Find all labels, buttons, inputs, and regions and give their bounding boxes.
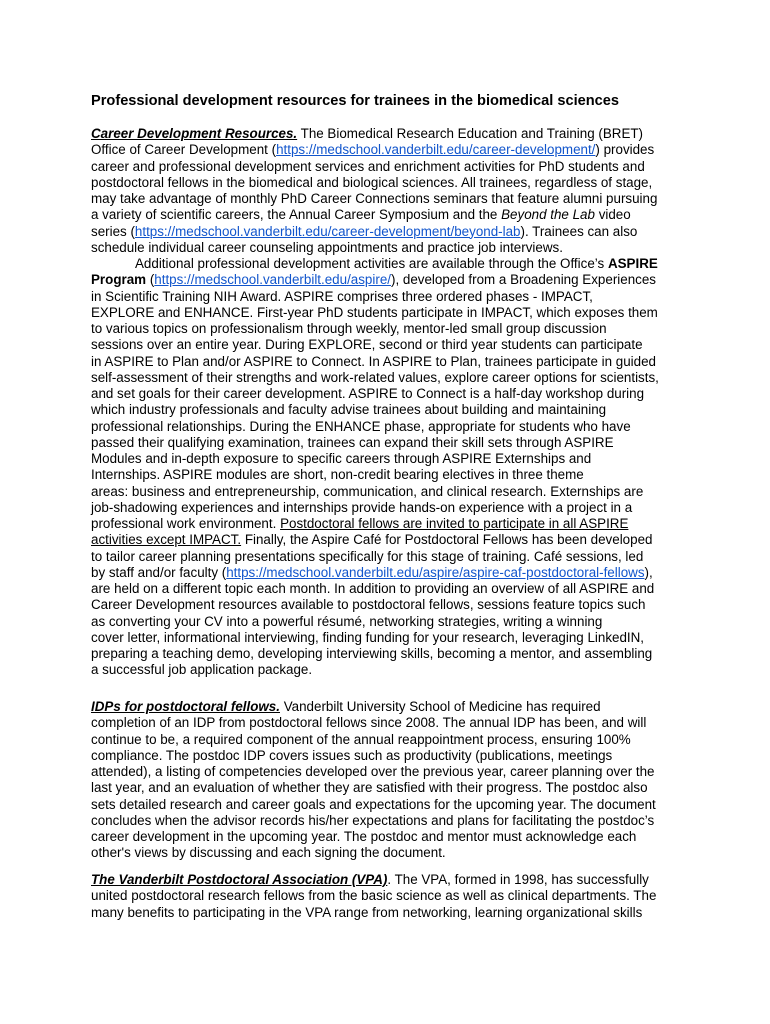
paragraph-line: Internships. ASPIRE modules are short, non-credit bearing electives in three theme	[91, 467, 584, 483]
vpa-section	[91, 872, 685, 921]
paragraph-line: EXPLORE and ENHANCE. First-year PhD students participate in IMPACT, which exposes them	[91, 304, 658, 320]
paragraph-line: cover letter, informational interviewing, finding funding for your research, leveraging LinkedIN,	[91, 629, 645, 645]
paragraph-line: sets detailed research and career goals and expectations for the upcoming year. The document	[91, 796, 656, 812]
underlined-note: Postdoctoral fellows are invited to participate in all ASPIRE	[280, 516, 629, 531]
paragraph-line: Office of Career Development (https://medschool.vanderbilt.edu/career-development/) provides	[91, 142, 655, 158]
section-heading-vpa: The Vanderbilt Postdoctoral Association (VPA)	[91, 872, 388, 887]
paragraph-line: a successful job application package.	[91, 662, 313, 678]
paragraph-line: postdoctoral fellows in the biomedical and biological sciences. All trainees, regardless of stage,	[91, 174, 653, 190]
paragraph-line: Modules and in-depth exposure to specific careers through ASPIRE Externships and	[91, 451, 592, 466]
paragraph-line: a variety of scientific careers, the Annual Career Symposium and the Beyond the Lab video	[91, 207, 631, 223]
section-heading-career: Career Development Resources.	[91, 126, 298, 141]
paragraph-line: preparing a teaching demo, developing interviewing skills, becoming a mentor, and assembling	[91, 646, 653, 661]
paragraph-line: many benefits to participating in the VPA range from networking, learning organizational skills	[91, 904, 643, 920]
paragraph-line: activities except IMPACT. Finally, the Aspire Café for Postdoctoral Fellows has been developed	[91, 532, 653, 548]
paragraph-line: to tailor career planning presentations specifically for this stage of training. Café sessions, led	[91, 548, 644, 564]
underlined-note: activities except IMPACT.	[91, 532, 242, 548]
paragraph-line: areas: business and entrepreneurship, communication, and clinical research. Externships are	[91, 483, 644, 499]
idp-section	[91, 699, 685, 862]
aspire-cafe-link[interactable]: https://medschool.vanderbilt.edu/aspire/aspire-caf-postdoctoral-fellows	[226, 564, 645, 580]
paragraph-line: last year, and an evaluation of whether they are satisfied with their progress. The postdoc also	[91, 780, 648, 796]
paragraph-line: schedule individual career counseling appointments and practice job interviews.	[91, 239, 563, 255]
paragraph-line: self-assessment of their strengths and work-related values, explore career options for scientists,	[91, 369, 659, 385]
paragraph-line: career and professional development services and enrichment activities for PhD students and	[91, 158, 645, 174]
paragraph-line: compliance. The postdoc IDP covers issues such as productivity (publications, meetings	[91, 747, 613, 763]
paragraph-line: as converting your CV into a powerful résumé, networking strategies, writing a winning	[91, 613, 603, 629]
beyond-the-lab-title: Beyond the Lab	[501, 207, 595, 223]
paragraph-line: career development in the upcoming year. The postdoc and mentor must acknowledge each	[91, 829, 637, 844]
paragraph-line: The Vanderbilt Postdoctoral Association (VPA). The VPA, formed in 1998, has successfully	[91, 872, 649, 887]
section-heading-idp: IDPs for postdoctoral fellows.	[91, 699, 280, 714]
paragraph-line: other's views by discussing and each signing the document.	[91, 845, 446, 861]
paragraph-line: in Scientific Training NIH Award. ASPIRE comprises three ordered phases - IMPACT,	[91, 288, 593, 304]
paragraph-line: to various topics on professionalism through weekly, mentor-led small group discussion	[91, 321, 607, 336]
paragraph-line: Career Development Resources. The Biomedical Research Education and Training (BRET)	[91, 126, 644, 141]
page-title: Professional development resources for trainees in the biomedical sciences	[91, 93, 619, 109]
aspire-label: ASPIRE	[607, 256, 658, 271]
paragraph-line: completion of an IDP from postdoctoral fellows since 2008. The annual IDP has been, and will	[91, 715, 647, 731]
paragraph-line: and set goals for their career development. ASPIRE to Connect is a half-day workshop during	[91, 386, 645, 401]
paragraph-line: professional work environment. Postdoctoral fellows are invited to participate in all ASPIRE	[91, 516, 629, 531]
paragraph-line: professional relationships. During the ENHANCE phase, appropriate for students who have	[91, 418, 631, 434]
program-label: Program	[91, 272, 147, 288]
paragraph-line: united postdoctoral research fellows from the basic science as well as clinical departments. The	[91, 888, 657, 904]
paragraph-line: by staff and/or faculty (https://medschool.vanderbilt.edu/aspire/aspire-caf-postdoctoral-fellows),	[91, 564, 653, 580]
career-development-link[interactable]: https://medschool.vanderbilt.edu/career-development/	[276, 142, 596, 158]
paragraph-line: IDPs for postdoctoral fellows. Vanderbilt University School of Medicine has required	[91, 699, 601, 714]
paragraph-line: Career Development resources available to postdoctoral fellows, sessions feature topics such	[91, 597, 646, 613]
paragraph-line: continue to be, a required component of the annual reappointment process, ensuring 100%	[91, 731, 631, 747]
aspire-link[interactable]: https://medschool.vanderbilt.edu/aspire/	[154, 272, 391, 288]
career-development-section	[91, 126, 685, 679]
paragraph-line: Program (https://medschool.vanderbilt.edu/aspire/), developed from a Broadening Experiences	[91, 272, 656, 288]
paragraph-line: in ASPIRE to Plan and/or ASPIRE to Connect. In ASPIRE to Plan, trainees participate in guided	[91, 353, 656, 369]
paragraph-line: may take advantage of monthly PhD Career Connections seminars that feature alumni pursuing	[91, 191, 658, 206]
paragraph-line: series (https://medschool.vanderbilt.edu/career-development/beyond-lab). Trainees can also	[91, 223, 638, 239]
paragraph-line: sessions over an entire year. During EXPLORE, second or third year students can participate	[91, 337, 643, 353]
paragraph-line: concludes when the advisor records his/her expectations and plans for facilitating the postdoc’s	[91, 812, 655, 828]
paragraph-line: Additional professional development activities are available through the Office’s ASPIRE	[135, 256, 658, 271]
paragraph-line: attended), a listing of competencies developed over the previous year, career planning over the	[91, 764, 655, 779]
paragraph-line: job-shadowing experiences and internships provide hands-on experience with a project in a	[91, 499, 633, 515]
paragraph-line: passed their qualifying examination, trainees can expand their skill sets through ASPIRE	[91, 434, 614, 450]
paragraph-line: which industry professionals and faculty advise trainees about building and maintaining	[91, 402, 607, 418]
paragraph-line: are held on a different topic each month. In addition to providing an overview of all ASPIRE and	[91, 581, 655, 596]
beyond-lab-link[interactable]: https://medschool.vanderbilt.edu/career-development/beyond-lab	[134, 223, 521, 239]
